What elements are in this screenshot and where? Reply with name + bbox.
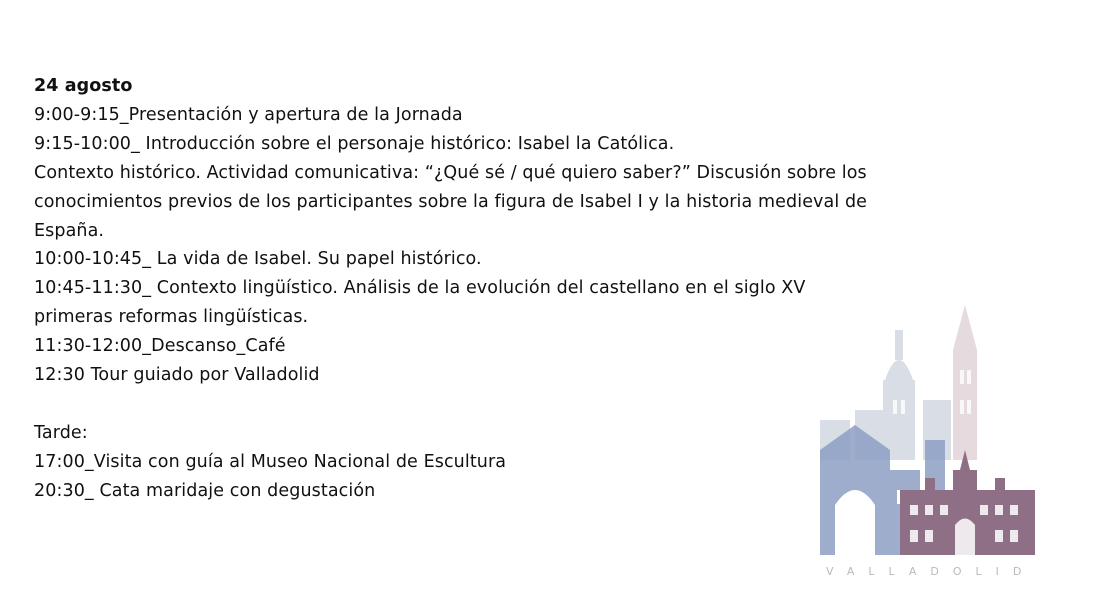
morning-schedule <box>34 101 914 390</box>
afternoon-label: Tarde: <box>34 422 88 443</box>
section-gap <box>34 390 914 419</box>
schedule-line: 12:30 Tour guiado por Valladolid <box>34 365 320 386</box>
afternoon-schedule <box>34 448 914 506</box>
schedule-line: 11:30-12:00_Descanso_Café <box>34 336 286 357</box>
agenda-content <box>34 72 914 506</box>
valladolid-skyline-illustration <box>815 300 1040 590</box>
schedule-line: 9:15-10:00_ Introducción sobre el personaje histórico: Isabel la Católica. <box>34 133 675 154</box>
schedule-line: 20:30_ Cata maridaje con degustación <box>34 480 376 501</box>
schedule-line: 10:00-10:45_ La vida de Isabel. Su papel histórico. <box>34 249 482 270</box>
schedule-line: 17:00_Visita con guía al Museo Nacional de Escultura <box>34 451 507 472</box>
skyline-drawing <box>815 300 1040 565</box>
schedule-line: Contexto histórico. Actividad comunicativa: “¿Qué sé / qué quiero saber?” Discusión sobre los conocimientos previos de los participantes sobre la figura de Isabel I y la historia medieval de España. <box>34 162 868 241</box>
date-heading: 24 agosto <box>34 76 133 96</box>
city-caption: VALLADOLID <box>826 565 1036 578</box>
schedule-line: 9:00-9:15_Presentación y apertura de la Jornada <box>34 104 463 125</box>
schedule-line: 10:45-11:30_ Contexto lingüístico. Análisis de la evolución del castellano en el siglo XV primeras reformas lingüísticas. <box>34 278 806 328</box>
